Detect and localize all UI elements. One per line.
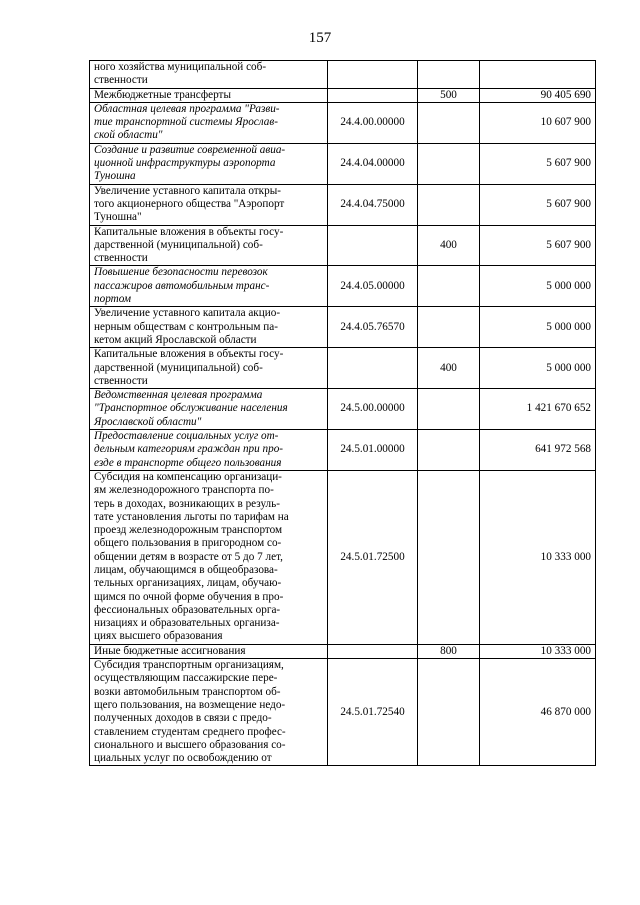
- row-expense-type-cell: [418, 430, 480, 471]
- row-code-cell: 24.4.00.00000: [328, 102, 418, 143]
- row-amount-cell: 46 870 000: [480, 659, 596, 766]
- row-code-cell: 24.5.01.72540: [328, 659, 418, 766]
- row-code-cell: 24.5.00.00000: [328, 389, 418, 430]
- table-row: [90, 266, 596, 307]
- table-row: [90, 184, 596, 225]
- budget-table-body: [90, 61, 596, 766]
- row-name-cell: Межбюджетные трансферты: [90, 88, 328, 102]
- row-expense-type-cell: 500: [418, 88, 480, 102]
- row-code-cell: [328, 644, 418, 658]
- row-code-cell: 24.4.05.00000: [328, 266, 418, 307]
- row-code-cell: 24.4.04.75000: [328, 184, 418, 225]
- row-name-cell: Создание и развитие современной авиа- ционной инфраструктуры аэропорта Туношна: [90, 143, 328, 184]
- row-code-cell: [328, 348, 418, 389]
- row-amount-cell: 5 000 000: [480, 266, 596, 307]
- row-expense-type-cell: [418, 61, 480, 89]
- table-row: [90, 307, 596, 348]
- row-name-cell: Увеличение уставного капитала акцио- нерным обществам с контрольным па- кетом акций Ярославской области: [90, 307, 328, 348]
- row-amount-cell: 5 607 900: [480, 143, 596, 184]
- row-name-cell: Повышение безопасности перевозок пассажиров автомобильным транс- портом: [90, 266, 328, 307]
- row-code-cell: 24.4.04.00000: [328, 143, 418, 184]
- table-row: [90, 225, 596, 266]
- table-row: [90, 143, 596, 184]
- table-row: [90, 102, 596, 143]
- row-amount-cell: 5 607 900: [480, 225, 596, 266]
- row-code-cell: 24.5.01.72500: [328, 470, 418, 644]
- row-amount-cell: [480, 61, 596, 89]
- table-row: [90, 644, 596, 658]
- row-name-cell: Увеличение уставного капитала откры- того акционерного общества "Аэропорт Туношна": [90, 184, 328, 225]
- row-code-cell: 24.5.01.00000: [328, 430, 418, 471]
- row-expense-type-cell: 400: [418, 225, 480, 266]
- row-amount-cell: 1 421 670 652: [480, 389, 596, 430]
- row-amount-cell: 5 607 900: [480, 184, 596, 225]
- row-expense-type-cell: 800: [418, 644, 480, 658]
- row-expense-type-cell: 400: [418, 348, 480, 389]
- table-row: [90, 348, 596, 389]
- row-name-cell: Ведомственная целевая программа "Транспортное обслуживание населения Ярославской области": [90, 389, 328, 430]
- row-expense-type-cell: [418, 266, 480, 307]
- row-expense-type-cell: [418, 470, 480, 644]
- row-name-cell: Субсидия на компенсацию организаци- ям железнодорожного транспорта по- терь в доходах, возникающих в резуль- тате установления льготы по тарифам на проезд железнодорожным транспортом общего пользования в пригородном со- общении детям в возрасте от 5 до 7 лет, лицам, обучающимся в общеобразова- тельных организациях, лицам, обучаю- щимся по очной форме обучения в про- фессиональных образовательных орга- низациях и образовательных организа- циях высшего образования: [90, 470, 328, 644]
- row-code-cell: [328, 88, 418, 102]
- budget-table: [89, 60, 596, 766]
- table-row: [90, 389, 596, 430]
- row-amount-cell: 641 972 568: [480, 430, 596, 471]
- table-row: [90, 88, 596, 102]
- table-row: [90, 61, 596, 89]
- page-number: 157: [308, 30, 332, 46]
- row-name-cell: Капитальные вложения в объекты госу- дарственной (муниципальной) соб- ственности: [90, 225, 328, 266]
- row-amount-cell: 90 405 690: [480, 88, 596, 102]
- table-row: [90, 430, 596, 471]
- row-name-cell: Капитальные вложения в объекты госу- дарственной (муниципальной) соб- ственности: [90, 348, 328, 389]
- table-row: [90, 659, 596, 766]
- row-name-cell: Субсидия транспортным организациям, осуществляющим пассажирские пере- возки автомобильным транспортом об- щего пользования, на возмещение недо- полученных доходов в связи с предо- ставлением студентам среднего профес- сионального и высшего образования со- циальных услуг по освобождению от: [90, 659, 328, 766]
- table-row: [90, 470, 596, 644]
- row-name-cell: Иные бюджетные ассигнования: [90, 644, 328, 658]
- row-expense-type-cell: [418, 184, 480, 225]
- row-name-cell: Предоставление социальных услуг от- дельным категориям граждан при про- езде в транспорте общего пользования: [90, 430, 328, 471]
- row-expense-type-cell: [418, 389, 480, 430]
- row-amount-cell: 5 000 000: [480, 307, 596, 348]
- row-code-cell: 24.4.05.76570: [328, 307, 418, 348]
- row-expense-type-cell: [418, 659, 480, 766]
- row-amount-cell: 10 333 000: [480, 470, 596, 644]
- row-expense-type-cell: [418, 143, 480, 184]
- row-amount-cell: 10 333 000: [480, 644, 596, 658]
- row-amount-cell: 5 000 000: [480, 348, 596, 389]
- row-expense-type-cell: [418, 307, 480, 348]
- row-expense-type-cell: [418, 102, 480, 143]
- row-amount-cell: 10 607 900: [480, 102, 596, 143]
- row-code-cell: [328, 61, 418, 89]
- row-name-cell: Областная целевая программа "Разви- тие транспортной системы Ярослав- ской области": [90, 102, 328, 143]
- row-name-cell: ного хозяйства муниципальной соб- ственности: [90, 61, 328, 89]
- row-code-cell: [328, 225, 418, 266]
